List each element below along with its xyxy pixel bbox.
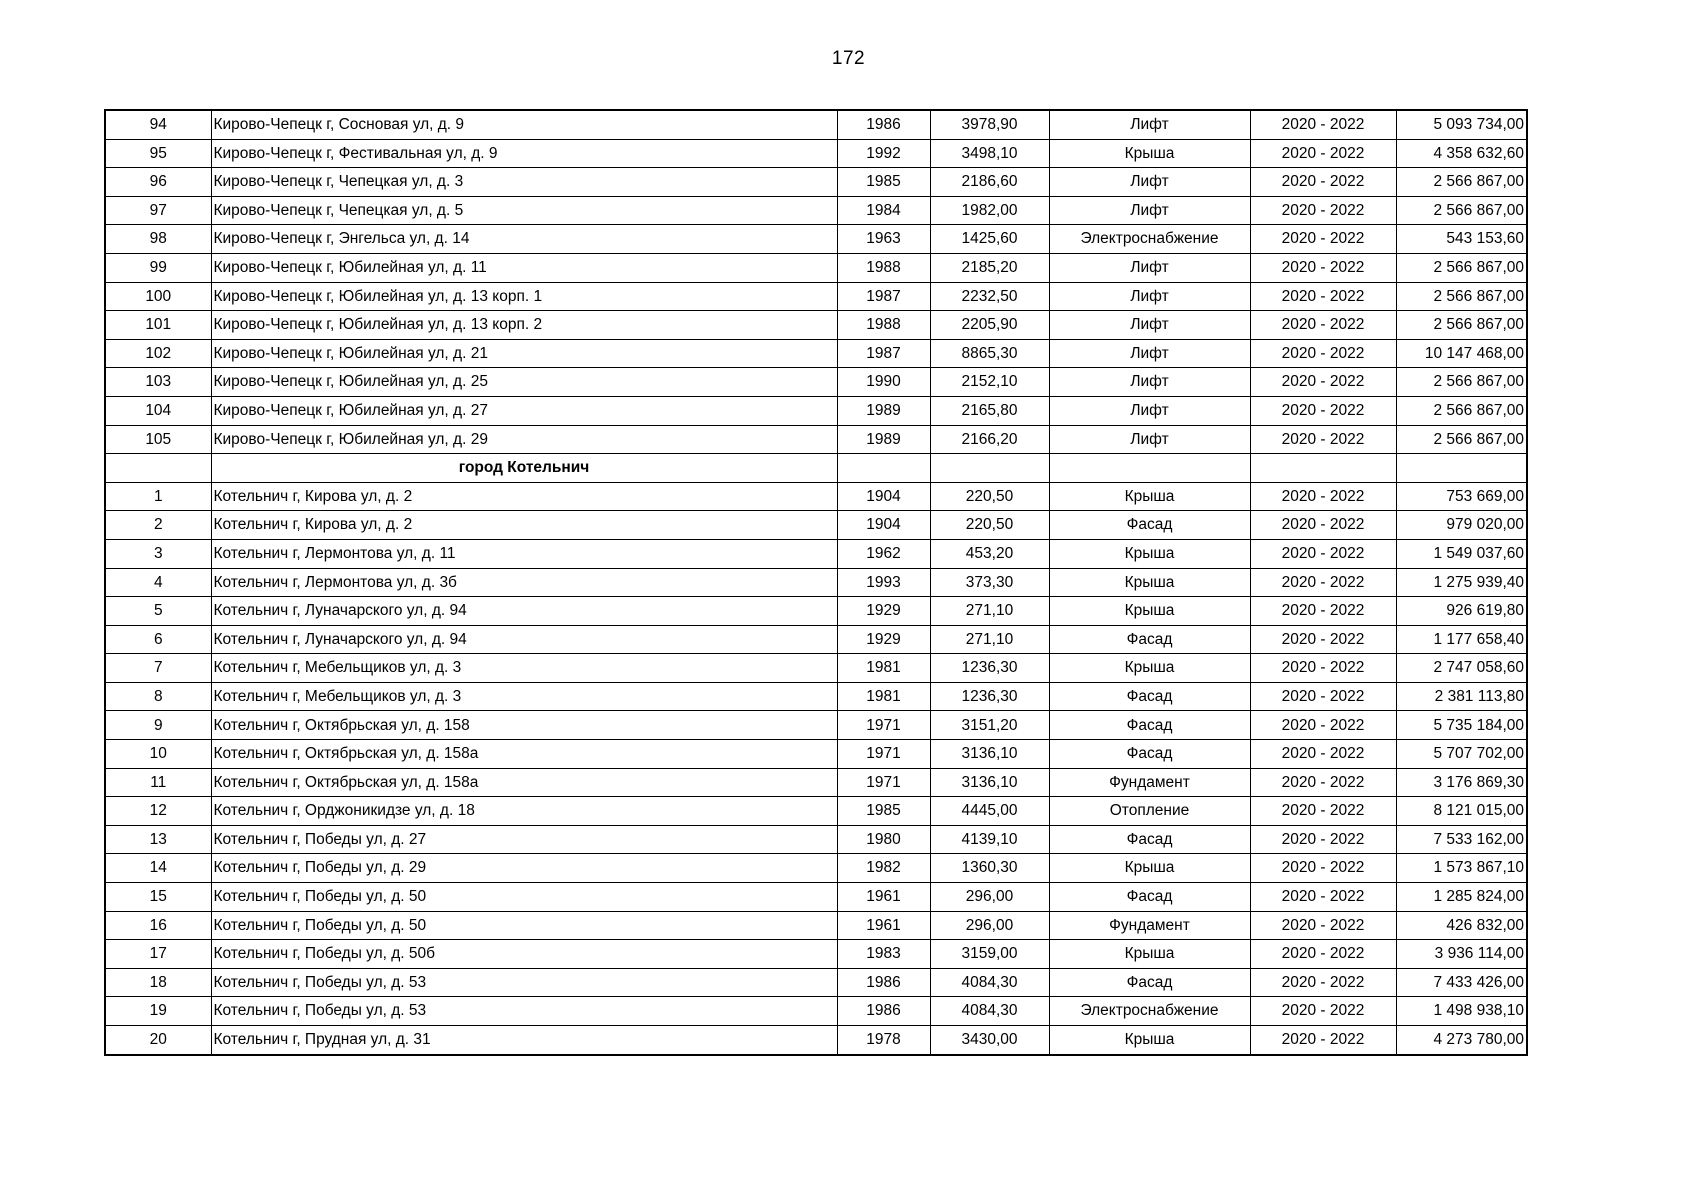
period-cell: 2020 - 2022	[1250, 225, 1396, 254]
area-cell: 2186,60	[930, 168, 1049, 197]
period-cell: 2020 - 2022	[1250, 825, 1396, 854]
address-cell: Кирово-Чепецк г, Юбилейная ул, д. 29	[211, 425, 837, 454]
address-cell: Котельнич г, Луначарского ул, д. 94	[211, 597, 837, 626]
address-cell: Котельнич г, Победы ул, д. 53	[211, 968, 837, 997]
year-built-cell: 1985	[837, 797, 930, 826]
period-cell: 2020 - 2022	[1250, 110, 1396, 139]
table-row	[105, 196, 1527, 225]
table-row	[105, 883, 1527, 912]
row-number: 6	[105, 625, 211, 654]
empty-cell	[1250, 454, 1396, 483]
period-cell: 2020 - 2022	[1250, 911, 1396, 940]
row-number: 12	[105, 797, 211, 826]
period-cell: 2020 - 2022	[1250, 682, 1396, 711]
cost-cell: 1 549 037,60	[1396, 539, 1527, 568]
row-number: 96	[105, 168, 211, 197]
table-row	[105, 396, 1527, 425]
row-number: 102	[105, 339, 211, 368]
cost-cell: 543 153,60	[1396, 225, 1527, 254]
address-cell: Котельнич г, Лермонтова ул, д. 3б	[211, 568, 837, 597]
row-number: 105	[105, 425, 211, 454]
year-built-cell: 1971	[837, 740, 930, 769]
work-type-cell: Лифт	[1049, 253, 1250, 282]
year-built-cell: 1971	[837, 768, 930, 797]
table-row	[105, 597, 1527, 626]
cost-cell: 5 707 702,00	[1396, 740, 1527, 769]
table-row	[105, 110, 1527, 139]
work-type-cell: Лифт	[1049, 282, 1250, 311]
area-cell: 1425,60	[930, 225, 1049, 254]
period-cell: 2020 - 2022	[1250, 511, 1396, 540]
period-cell: 2020 - 2022	[1250, 940, 1396, 969]
work-type-cell: Фундамент	[1049, 911, 1250, 940]
table-row	[105, 682, 1527, 711]
year-built-cell: 1987	[837, 339, 930, 368]
address-cell: Кирово-Чепецк г, Чепецкая ул, д. 5	[211, 196, 837, 225]
cost-cell: 10 147 468,00	[1396, 339, 1527, 368]
year-built-cell: 1978	[837, 1026, 930, 1055]
area-cell: 1236,30	[930, 682, 1049, 711]
work-type-cell: Фасад	[1049, 682, 1250, 711]
address-cell: Кирово-Чепецк г, Юбилейная ул, д. 13 корп. 2	[211, 311, 837, 340]
table-row	[105, 168, 1527, 197]
row-number: 4	[105, 568, 211, 597]
area-cell: 220,50	[930, 511, 1049, 540]
cost-cell: 4 273 780,00	[1396, 1026, 1527, 1055]
area-cell: 4139,10	[930, 825, 1049, 854]
period-cell: 2020 - 2022	[1250, 997, 1396, 1026]
table-row	[105, 253, 1527, 282]
period-cell: 2020 - 2022	[1250, 396, 1396, 425]
period-cell: 2020 - 2022	[1250, 311, 1396, 340]
table-row	[105, 539, 1527, 568]
area-cell: 3159,00	[930, 940, 1049, 969]
empty-cell	[837, 454, 930, 483]
work-type-cell: Лифт	[1049, 425, 1250, 454]
address-cell: Котельнич г, Луначарского ул, д. 94	[211, 625, 837, 654]
cost-cell: 5 735 184,00	[1396, 711, 1527, 740]
cost-cell: 1 573 867,10	[1396, 854, 1527, 883]
work-type-cell: Крыша	[1049, 940, 1250, 969]
row-number: 98	[105, 225, 211, 254]
table-row	[105, 911, 1527, 940]
work-type-cell: Электроснабжение	[1049, 997, 1250, 1026]
area-cell: 1236,30	[930, 654, 1049, 683]
address-cell: Кирово-Чепецк г, Сосновая ул, д. 9	[211, 110, 837, 139]
work-type-cell: Крыша	[1049, 139, 1250, 168]
period-cell: 2020 - 2022	[1250, 654, 1396, 683]
area-cell: 4445,00	[930, 797, 1049, 826]
row-number: 20	[105, 1026, 211, 1055]
cost-cell: 3 176 869,30	[1396, 768, 1527, 797]
address-cell: Котельнич г, Мебельщиков ул, д. 3	[211, 654, 837, 683]
period-cell: 2020 - 2022	[1250, 568, 1396, 597]
year-built-cell: 1992	[837, 139, 930, 168]
cost-cell: 7 533 162,00	[1396, 825, 1527, 854]
year-built-cell: 1982	[837, 854, 930, 883]
work-type-cell: Фасад	[1049, 883, 1250, 912]
address-cell: Котельнич г, Победы ул, д. 29	[211, 854, 837, 883]
address-cell: Кирово-Чепецк г, Фестивальная ул, д. 9	[211, 139, 837, 168]
table-row	[105, 740, 1527, 769]
address-cell: Кирово-Чепецк г, Чепецкая ул, д. 3	[211, 168, 837, 197]
table-row	[105, 482, 1527, 511]
work-type-cell: Фасад	[1049, 711, 1250, 740]
row-number: 2	[105, 511, 211, 540]
area-cell: 2166,20	[930, 425, 1049, 454]
cost-cell: 2 566 867,00	[1396, 196, 1527, 225]
cost-cell: 2 566 867,00	[1396, 168, 1527, 197]
empty-cell	[105, 454, 211, 483]
row-number: 97	[105, 196, 211, 225]
table-row	[105, 797, 1527, 826]
work-type-cell: Лифт	[1049, 196, 1250, 225]
period-cell: 2020 - 2022	[1250, 539, 1396, 568]
address-cell: Кирово-Чепецк г, Юбилейная ул, д. 27	[211, 396, 837, 425]
cost-cell: 1 275 939,40	[1396, 568, 1527, 597]
section-title: город Котельнич	[211, 454, 837, 483]
year-built-cell: 1983	[837, 940, 930, 969]
table-row	[105, 711, 1527, 740]
year-built-cell: 1971	[837, 711, 930, 740]
area-cell: 3151,20	[930, 711, 1049, 740]
period-cell: 2020 - 2022	[1250, 253, 1396, 282]
work-type-cell: Крыша	[1049, 482, 1250, 511]
period-cell: 2020 - 2022	[1250, 139, 1396, 168]
records-body	[105, 110, 1527, 1055]
work-type-cell: Лифт	[1049, 168, 1250, 197]
empty-cell	[930, 454, 1049, 483]
row-number: 8	[105, 682, 211, 711]
cost-cell: 2 381 113,80	[1396, 682, 1527, 711]
cost-cell: 2 566 867,00	[1396, 425, 1527, 454]
work-type-cell: Лифт	[1049, 311, 1250, 340]
cost-cell: 2 566 867,00	[1396, 396, 1527, 425]
year-built-cell: 1984	[837, 196, 930, 225]
area-cell: 2205,90	[930, 311, 1049, 340]
cost-cell: 753 669,00	[1396, 482, 1527, 511]
address-cell: Котельнич г, Победы ул, д. 53	[211, 997, 837, 1026]
row-number: 101	[105, 311, 211, 340]
table-row	[105, 225, 1527, 254]
work-type-cell: Крыша	[1049, 1026, 1250, 1055]
row-number: 5	[105, 597, 211, 626]
area-cell: 1982,00	[930, 196, 1049, 225]
work-type-cell: Фасад	[1049, 625, 1250, 654]
address-cell: Котельнич г, Победы ул, д. 27	[211, 825, 837, 854]
work-type-cell: Лифт	[1049, 368, 1250, 397]
address-cell: Котельнич г, Октябрьская ул, д. 158а	[211, 740, 837, 769]
year-built-cell: 1981	[837, 682, 930, 711]
year-built-cell: 1985	[837, 168, 930, 197]
address-cell: Котельнич г, Лермонтова ул, д. 11	[211, 539, 837, 568]
cost-cell: 1 285 824,00	[1396, 883, 1527, 912]
area-cell: 271,10	[930, 625, 1049, 654]
row-number: 99	[105, 253, 211, 282]
area-cell: 3978,90	[930, 110, 1049, 139]
row-number: 11	[105, 768, 211, 797]
row-number: 1	[105, 482, 211, 511]
period-cell: 2020 - 2022	[1250, 168, 1396, 197]
row-number: 100	[105, 282, 211, 311]
row-number: 17	[105, 940, 211, 969]
year-built-cell: 1986	[837, 997, 930, 1026]
area-cell: 4084,30	[930, 968, 1049, 997]
cost-cell: 1 177 658,40	[1396, 625, 1527, 654]
row-number: 10	[105, 740, 211, 769]
address-cell: Котельнич г, Орджоникидзе ул, д. 18	[211, 797, 837, 826]
period-cell: 2020 - 2022	[1250, 711, 1396, 740]
cost-cell: 979 020,00	[1396, 511, 1527, 540]
year-built-cell: 1980	[837, 825, 930, 854]
year-built-cell: 1961	[837, 911, 930, 940]
row-number: 16	[105, 911, 211, 940]
year-built-cell: 1989	[837, 425, 930, 454]
records-table	[104, 109, 1528, 1056]
address-cell: Кирово-Чепецк г, Юбилейная ул, д. 13 корп. 1	[211, 282, 837, 311]
year-built-cell: 1929	[837, 625, 930, 654]
table-row	[105, 311, 1527, 340]
period-cell: 2020 - 2022	[1250, 625, 1396, 654]
year-built-cell: 1981	[837, 654, 930, 683]
period-cell: 2020 - 2022	[1250, 597, 1396, 626]
area-cell: 3136,10	[930, 740, 1049, 769]
table-row	[105, 625, 1527, 654]
table-row	[105, 568, 1527, 597]
period-cell: 2020 - 2022	[1250, 797, 1396, 826]
row-number: 104	[105, 396, 211, 425]
year-built-cell: 1989	[837, 396, 930, 425]
year-built-cell: 1904	[837, 511, 930, 540]
address-cell: Котельнич г, Победы ул, д. 50	[211, 883, 837, 912]
period-cell: 2020 - 2022	[1250, 968, 1396, 997]
address-cell: Котельнич г, Победы ул, д. 50б	[211, 940, 837, 969]
work-type-cell: Крыша	[1049, 597, 1250, 626]
work-type-cell: Электроснабжение	[1049, 225, 1250, 254]
table-row	[105, 425, 1527, 454]
area-cell: 271,10	[930, 597, 1049, 626]
section-row	[105, 454, 1527, 483]
year-built-cell: 1963	[837, 225, 930, 254]
period-cell: 2020 - 2022	[1250, 282, 1396, 311]
work-type-cell: Крыша	[1049, 854, 1250, 883]
period-cell: 2020 - 2022	[1250, 368, 1396, 397]
cost-cell: 926 619,80	[1396, 597, 1527, 626]
area-cell: 2185,20	[930, 253, 1049, 282]
period-cell: 2020 - 2022	[1250, 740, 1396, 769]
table-row	[105, 654, 1527, 683]
address-cell: Котельнич г, Мебельщиков ул, д. 3	[211, 682, 837, 711]
year-built-cell: 1987	[837, 282, 930, 311]
work-type-cell: Фундамент	[1049, 768, 1250, 797]
page-number: 172	[831, 48, 866, 69]
work-type-cell: Крыша	[1049, 568, 1250, 597]
row-number: 9	[105, 711, 211, 740]
year-built-cell: 1962	[837, 539, 930, 568]
work-type-cell: Фасад	[1049, 825, 1250, 854]
work-type-cell: Крыша	[1049, 654, 1250, 683]
empty-cell	[1049, 454, 1250, 483]
year-built-cell: 1904	[837, 482, 930, 511]
area-cell: 2232,50	[930, 282, 1049, 311]
row-number: 94	[105, 110, 211, 139]
table-row	[105, 997, 1527, 1026]
row-number: 7	[105, 654, 211, 683]
table-row	[105, 139, 1527, 168]
period-cell: 2020 - 2022	[1250, 425, 1396, 454]
year-built-cell: 1988	[837, 253, 930, 282]
year-built-cell: 1993	[837, 568, 930, 597]
address-cell: Котельнич г, Октябрьская ул, д. 158а	[211, 768, 837, 797]
table-row	[105, 339, 1527, 368]
empty-cell	[1396, 454, 1527, 483]
year-built-cell: 1986	[837, 968, 930, 997]
row-number: 13	[105, 825, 211, 854]
work-type-cell: Фасад	[1049, 740, 1250, 769]
table-row	[105, 968, 1527, 997]
address-cell: Котельнич г, Кирова ул, д. 2	[211, 482, 837, 511]
row-number: 103	[105, 368, 211, 397]
year-built-cell: 1990	[837, 368, 930, 397]
area-cell: 453,20	[930, 539, 1049, 568]
area-cell: 2165,80	[930, 396, 1049, 425]
address-cell: Котельнич г, Октябрьская ул, д. 158	[211, 711, 837, 740]
work-type-cell: Фасад	[1049, 511, 1250, 540]
table-row	[105, 511, 1527, 540]
table-row	[105, 368, 1527, 397]
row-number: 14	[105, 854, 211, 883]
table-row	[105, 768, 1527, 797]
year-built-cell: 1929	[837, 597, 930, 626]
address-cell: Кирово-Чепецк г, Юбилейная ул, д. 25	[211, 368, 837, 397]
year-built-cell: 1986	[837, 110, 930, 139]
work-type-cell: Лифт	[1049, 396, 1250, 425]
work-type-cell: Отопление	[1049, 797, 1250, 826]
area-cell: 373,30	[930, 568, 1049, 597]
cost-cell: 8 121 015,00	[1396, 797, 1527, 826]
row-number: 15	[105, 883, 211, 912]
cost-cell: 2 566 867,00	[1396, 253, 1527, 282]
row-number: 3	[105, 539, 211, 568]
period-cell: 2020 - 2022	[1250, 339, 1396, 368]
area-cell: 3498,10	[930, 139, 1049, 168]
row-number: 19	[105, 997, 211, 1026]
period-cell: 2020 - 2022	[1250, 883, 1396, 912]
address-cell: Кирово-Чепецк г, Юбилейная ул, д. 11	[211, 253, 837, 282]
table-row	[105, 854, 1527, 883]
period-cell: 2020 - 2022	[1250, 854, 1396, 883]
cost-cell: 426 832,00	[1396, 911, 1527, 940]
period-cell: 2020 - 2022	[1250, 482, 1396, 511]
work-type-cell: Лифт	[1049, 339, 1250, 368]
address-cell: Кирово-Чепецк г, Энгельса ул, д. 14	[211, 225, 837, 254]
area-cell: 296,00	[930, 883, 1049, 912]
period-cell: 2020 - 2022	[1250, 1026, 1396, 1055]
area-cell: 4084,30	[930, 997, 1049, 1026]
address-cell: Котельнич г, Прудная ул, д. 31	[211, 1026, 837, 1055]
period-cell: 2020 - 2022	[1250, 196, 1396, 225]
area-cell: 296,00	[930, 911, 1049, 940]
cost-cell: 3 936 114,00	[1396, 940, 1527, 969]
area-cell: 220,50	[930, 482, 1049, 511]
cost-cell: 2 566 867,00	[1396, 282, 1527, 311]
work-type-cell: Лифт	[1049, 110, 1250, 139]
table-row	[105, 1026, 1527, 1055]
table-row	[105, 825, 1527, 854]
work-type-cell: Фасад	[1049, 968, 1250, 997]
area-cell: 8865,30	[930, 339, 1049, 368]
cost-cell: 7 433 426,00	[1396, 968, 1527, 997]
table-row	[105, 282, 1527, 311]
cost-cell: 2 566 867,00	[1396, 311, 1527, 340]
row-number: 18	[105, 968, 211, 997]
area-cell: 1360,30	[930, 854, 1049, 883]
cost-cell: 5 093 734,00	[1396, 110, 1527, 139]
area-cell: 3136,10	[930, 768, 1049, 797]
period-cell: 2020 - 2022	[1250, 768, 1396, 797]
work-type-cell: Крыша	[1049, 539, 1250, 568]
address-cell: Кирово-Чепецк г, Юбилейная ул, д. 21	[211, 339, 837, 368]
area-cell: 2152,10	[930, 368, 1049, 397]
cost-cell: 2 566 867,00	[1396, 368, 1527, 397]
year-built-cell: 1988	[837, 311, 930, 340]
cost-cell: 4 358 632,60	[1396, 139, 1527, 168]
cost-cell: 1 498 938,10	[1396, 997, 1527, 1026]
year-built-cell: 1961	[837, 883, 930, 912]
table-row	[105, 940, 1527, 969]
area-cell: 3430,00	[930, 1026, 1049, 1055]
address-cell: Котельнич г, Кирова ул, д. 2	[211, 511, 837, 540]
cost-cell: 2 747 058,60	[1396, 654, 1527, 683]
row-number: 95	[105, 139, 211, 168]
address-cell: Котельнич г, Победы ул, д. 50	[211, 911, 837, 940]
